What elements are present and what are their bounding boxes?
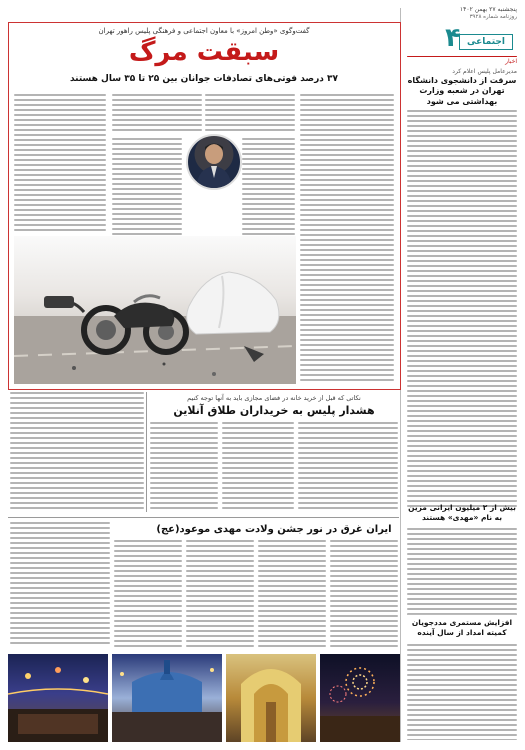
sidebar-story2-title: بیش از ۲ میلیون ایرانی مزین به نام «مهدی» هستند bbox=[408, 503, 516, 522]
lead-body-col1 bbox=[300, 94, 394, 384]
celebration-photo-3 bbox=[226, 654, 316, 742]
sidebar-label: اخبار bbox=[505, 58, 517, 65]
sidebar-story3-body bbox=[407, 644, 517, 740]
iran-story-headline: ایران غرق در نور جشن ولادت مهدی موعود(عج) bbox=[156, 524, 392, 535]
police-body-col2 bbox=[222, 422, 294, 512]
section-badge: اجتماعی bbox=[459, 34, 513, 50]
lead-subhead: ۳۷ درصد فوتی‌های تصادفات جوانان بین ۲۵ تا ۳۵ سال هستند bbox=[69, 74, 339, 84]
sidebar-divider-2 bbox=[407, 614, 517, 615]
lead-headline: سبقت مرگ bbox=[128, 37, 280, 67]
sidebar-story1-body bbox=[407, 110, 517, 510]
police-body-col1 bbox=[298, 422, 398, 512]
iran-story-top-rule bbox=[8, 517, 399, 518]
celebration-photo-1 bbox=[8, 654, 108, 742]
sidebar-divider-1 bbox=[407, 500, 517, 501]
lead-body-col4 bbox=[14, 94, 106, 234]
date-line: پنجشنبه ۲۷ بهمن ۱۴۰۲ bbox=[459, 6, 517, 13]
iran-body-col3 bbox=[186, 540, 254, 650]
police-story-kicker: نکاتی که قبل از خرید خانه در فضای مجازی باید به آنها توجه کنیم bbox=[187, 394, 361, 402]
sidebar-story3-title: افزایش مستمری مددجویان کمیته امداد از سال آینده bbox=[411, 618, 513, 637]
celebration-photo-2 bbox=[112, 654, 222, 742]
iran-body-col1 bbox=[330, 540, 398, 650]
lead-body-col2-top bbox=[205, 94, 295, 134]
section-number: ۴ bbox=[445, 23, 461, 53]
sidebar-story1-kicker: مدیرعامل پلیس اعلام کرد bbox=[452, 68, 517, 75]
lead-kicker: گفت‌وگوی «وطن امروز» با معاون اجتماعی و فرهنگی پلیس راهور تهران bbox=[98, 27, 310, 35]
left-brief-column bbox=[10, 392, 144, 512]
police-body-col3 bbox=[150, 422, 218, 512]
iran-body-col4 bbox=[114, 540, 182, 650]
police-separator bbox=[146, 392, 147, 512]
celebration-photo-4 bbox=[320, 654, 400, 742]
police-story-headline: هشدار پلیس به خریداران طلاق آنلاین bbox=[173, 404, 375, 417]
sidebar-story1-title: سرقت از دانشجوی دانشگاه تهران در شعبه وزارت بهداشتی می شود bbox=[407, 76, 517, 106]
sidebar-top-rule bbox=[407, 56, 517, 57]
lead-body-col3-top bbox=[112, 94, 202, 134]
sidebar-story2-body bbox=[407, 528, 517, 616]
motorcycle-crash-photo bbox=[14, 236, 296, 384]
issue-line: روزنامه شماره ۳۹۲۸ bbox=[469, 14, 517, 20]
iran-body-col5 bbox=[10, 522, 110, 650]
interviewee-portrait bbox=[186, 134, 242, 190]
iran-body-col2 bbox=[258, 540, 326, 650]
